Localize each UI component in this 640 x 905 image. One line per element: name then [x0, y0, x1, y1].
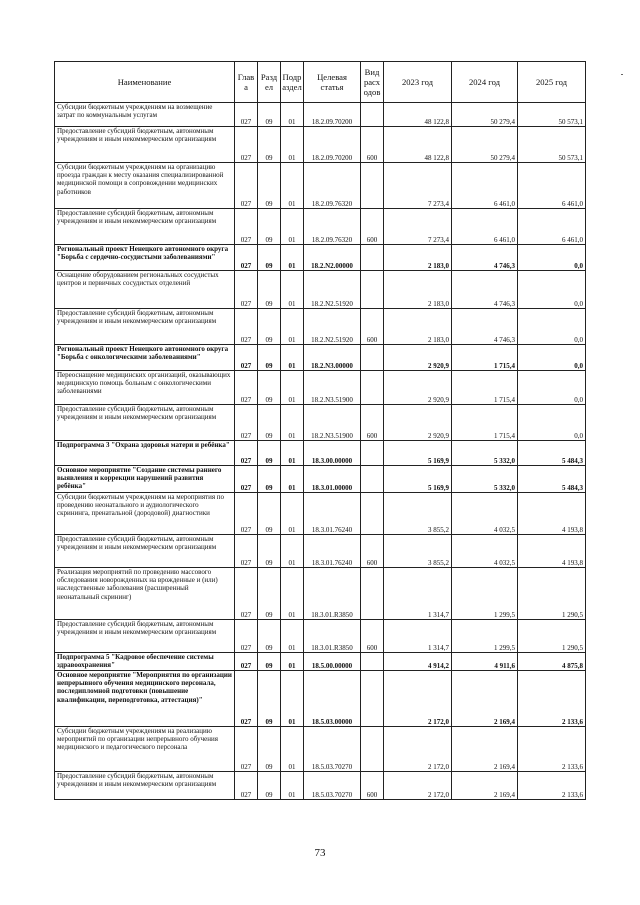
table-body [55, 103, 586, 800]
table-row [55, 772, 586, 800]
cell-2025: 5 484,3 [518, 441, 586, 466]
cell-2023: 48 122,8 [384, 127, 452, 163]
cell-2025: 6 461,0 [518, 209, 586, 245]
header-2025: 2025 год [518, 62, 586, 103]
cell-razd: 09 [258, 653, 281, 671]
cell-glav: 027 [235, 371, 258, 405]
cell-glav: 027 [235, 163, 258, 209]
cell-2023: 1 314,7 [384, 568, 452, 620]
cell-vid [361, 441, 384, 466]
cell-razd: 09 [258, 441, 281, 466]
cell-razd: 09 [258, 568, 281, 620]
cell-2024: 6 461,0 [452, 163, 518, 209]
cell-vid: 600 [361, 620, 384, 653]
cell-glav: 027 [235, 271, 258, 309]
cell-2024: 5 332,0 [452, 441, 518, 466]
cell-target: 18.5.03.70270 [304, 727, 361, 772]
cell-target: 18.2.09.76320 [304, 163, 361, 209]
cell-2023: 2 183,0 [384, 309, 452, 345]
cell-name: Предоставление субсидий бюджетным, автономным учреждениям и иным некоммерческим организациям [55, 535, 235, 568]
cell-2023: 2 172,0 [384, 727, 452, 772]
table-row [55, 466, 586, 493]
cell-razd: 09 [258, 163, 281, 209]
cell-2025: 4 875,8 [518, 653, 586, 671]
cell-razd: 09 [258, 535, 281, 568]
cell-glav: 027 [235, 441, 258, 466]
cell-glav: 027 [235, 772, 258, 800]
cell-podr: 01 [281, 653, 304, 671]
cell-name: Предоставление субсидий бюджетным, автономным учреждениям и иным некоммерческим организациям [55, 405, 235, 441]
cell-glav: 027 [235, 727, 258, 772]
cell-2025: 6 461,0 [518, 163, 586, 209]
cell-2023: 2 920,9 [384, 345, 452, 371]
cell-name: Реализация мероприятий по проведению массового обследования новорожденных на врожденные и (или) наследственные заболевания (расширенный неонатальный скрининг) [55, 568, 235, 620]
cell-target: 18.2.N3.51900 [304, 371, 361, 405]
cell-name: Переоснащение медицинских организаций, оказывающих медицинскую помощь больным с онкологическими заболеваниями [55, 371, 235, 405]
cell-name: Региональный проект Ненецкого автономного округа "Борьба с сердечно-сосудистыми заболеваниями" [55, 245, 235, 271]
header-razd: Разд ел [258, 62, 281, 103]
cell-2024: 1 299,5 [452, 620, 518, 653]
cell-2025: 2 133,6 [518, 671, 586, 727]
cell-target: 18.2.N2.51920 [304, 309, 361, 345]
table-row [55, 568, 586, 620]
header-2024: 2024 год [452, 62, 518, 103]
cell-2023: 4 914,2 [384, 653, 452, 671]
cell-target: 18.3.01.00000 [304, 466, 361, 493]
cell-2024: 1 715,4 [452, 345, 518, 371]
cell-2024: 6 461,0 [452, 209, 518, 245]
cell-2025: 1 290,5 [518, 568, 586, 620]
cell-vid [361, 163, 384, 209]
cell-target: 18.3.00.00000 [304, 441, 361, 466]
cell-target: 18.2.09.70200 [304, 103, 361, 127]
cell-2023: 7 273,4 [384, 209, 452, 245]
table-row [55, 405, 586, 441]
cell-podr: 01 [281, 163, 304, 209]
cell-podr: 01 [281, 345, 304, 371]
cell-vid [361, 727, 384, 772]
cell-name: Основное мероприятие "Мероприятия по организации непрерывного обучения медицинского персонала, последипломной подготовки (повышение квалификации, переподготовка, аттестация)" [55, 671, 235, 727]
cell-2023: 2 183,0 [384, 245, 452, 271]
cell-2024: 5 332,0 [452, 466, 518, 493]
cell-podr: 01 [281, 568, 304, 620]
cell-razd: 09 [258, 671, 281, 727]
cell-name: Субсидии бюджетным учреждениям на возмещение затрат по коммунальным услугам [55, 103, 235, 127]
cell-target: 18.2.N2.00000 [304, 245, 361, 271]
cell-glav: 027 [235, 309, 258, 345]
cell-glav: 027 [235, 671, 258, 727]
cell-razd: 09 [258, 309, 281, 345]
cell-2025: 0,0 [518, 245, 586, 271]
cell-name: Субсидии бюджетным учреждениям на организацию проезда граждан к месту оказания специализированной медицинской помощи в сопровождении медицинских работников [55, 163, 235, 209]
cell-podr: 01 [281, 466, 304, 493]
cell-2025: 2 133,6 [518, 772, 586, 800]
cell-2025: 0,0 [518, 309, 586, 345]
cell-glav: 027 [235, 127, 258, 163]
cell-vid: 600 [361, 405, 384, 441]
cell-vid [361, 653, 384, 671]
cell-razd: 09 [258, 772, 281, 800]
cell-2023: 5 169,9 [384, 441, 452, 466]
cell-podr: 01 [281, 441, 304, 466]
cell-2025: 0,0 [518, 405, 586, 441]
cell-vid: 600 [361, 209, 384, 245]
cell-name: Подпрограмма 3 "Охрана здоровья матери и ребёнка" [55, 441, 235, 466]
table-row [55, 245, 586, 271]
cell-target: 18.2.N3.00000 [304, 345, 361, 371]
cell-podr: 01 [281, 271, 304, 309]
cell-name: Предоставление субсидий бюджетным, автономным учреждениям и иным некоммерческим организациям [55, 127, 235, 163]
cell-vid [361, 371, 384, 405]
header-glav: Глав а [235, 62, 258, 103]
budget-table [54, 61, 586, 800]
cell-target: 18.2.09.70200 [304, 127, 361, 163]
cell-podr: 01 [281, 103, 304, 127]
cell-name: Оснащение оборудованием региональных сосудистых центров и первичных сосудистых отделений [55, 271, 235, 309]
cell-razd: 09 [258, 345, 281, 371]
cell-razd: 09 [258, 245, 281, 271]
cell-target: 18.3.01.76240 [304, 493, 361, 535]
cell-vid: 600 [361, 127, 384, 163]
table-row [55, 103, 586, 127]
cell-vid: 600 [361, 535, 384, 568]
cell-target: 18.2.N3.51900 [304, 405, 361, 441]
cell-2024: 50 279,4 [452, 127, 518, 163]
cell-vid [361, 103, 384, 127]
table-row [55, 727, 586, 772]
table-row [55, 653, 586, 671]
cell-target: 18.3.01.76240 [304, 535, 361, 568]
cell-vid [361, 493, 384, 535]
cell-razd: 09 [258, 405, 281, 441]
cell-podr: 01 [281, 405, 304, 441]
cell-target: 18.5.00.00000 [304, 653, 361, 671]
cell-podr: 01 [281, 535, 304, 568]
cell-razd: 09 [258, 127, 281, 163]
table-row [55, 209, 586, 245]
cell-2023: 48 122,8 [384, 103, 452, 127]
cell-2025: 0,0 [518, 345, 586, 371]
header-vid: Вид расх одов [361, 62, 384, 103]
table-row [55, 671, 586, 727]
cell-name: Предоставление субсидий бюджетным, автономным учреждениям и иным некоммерческим организациям [55, 309, 235, 345]
cell-2025: 2 133,6 [518, 727, 586, 772]
table-row [55, 309, 586, 345]
cell-name: Субсидии бюджетным учреждениям на мероприятия по проведению неонатального и аудиологического скрининга, пренатальной (дородовой) диагностики [55, 493, 235, 535]
margin-mark [621, 74, 623, 75]
cell-2024: 4 746,3 [452, 271, 518, 309]
cell-2025: 1 290,5 [518, 620, 586, 653]
cell-vid: 600 [361, 772, 384, 800]
table-header-row [55, 62, 586, 103]
table-row [55, 163, 586, 209]
cell-2024: 2 169,4 [452, 772, 518, 800]
table-row [55, 345, 586, 371]
cell-podr: 01 [281, 493, 304, 535]
header-target: Целевая статья [304, 62, 361, 103]
cell-name: Подпрограмма 5 "Кадровое обеспечение системы здравоохранения" [55, 653, 235, 671]
table-row [55, 535, 586, 568]
cell-2024: 4 746,3 [452, 309, 518, 345]
cell-2025: 4 193,8 [518, 493, 586, 535]
cell-name: Основное мероприятие "Создание системы раннего выявления и коррекции нарушений развития ребёнка" [55, 466, 235, 493]
cell-glav: 027 [235, 493, 258, 535]
cell-name: Субсидии бюджетным учреждениям на реализацию мероприятий по организации непрерывного обучения медицинского и педагогического персонала [55, 727, 235, 772]
cell-2023: 3 855,2 [384, 535, 452, 568]
cell-podr: 01 [281, 371, 304, 405]
cell-name: Предоставление субсидий бюджетным, автономным учреждениям и иным некоммерческим организациям [55, 620, 235, 653]
cell-vid [361, 271, 384, 309]
cell-target: 18.3.01.R3850 [304, 568, 361, 620]
cell-2025: 5 484,3 [518, 466, 586, 493]
cell-2024: 2 169,4 [452, 727, 518, 772]
cell-target: 18.5.03.70270 [304, 772, 361, 800]
cell-razd: 09 [258, 209, 281, 245]
table-row [55, 620, 586, 653]
cell-2024: 1 299,5 [452, 568, 518, 620]
cell-razd: 09 [258, 271, 281, 309]
cell-name: Предоставление субсидий бюджетным, автономным учреждениям и иным некоммерческим организациям [55, 772, 235, 800]
cell-name: Предоставление субсидий бюджетным, автономным учреждениям и иным некоммерческим организациям [55, 209, 235, 245]
cell-2023: 2 172,0 [384, 671, 452, 727]
cell-glav: 027 [235, 103, 258, 127]
cell-podr: 01 [281, 309, 304, 345]
cell-vid [361, 245, 384, 271]
cell-2024: 4 746,3 [452, 245, 518, 271]
cell-name: Региональный проект Ненецкого автономного округа "Борьба с онкологическими заболеваниями" [55, 345, 235, 371]
cell-2024: 1 715,4 [452, 405, 518, 441]
cell-2023: 3 855,2 [384, 493, 452, 535]
cell-2023: 7 273,4 [384, 163, 452, 209]
cell-glav: 027 [235, 345, 258, 371]
cell-razd: 09 [258, 466, 281, 493]
cell-podr: 01 [281, 245, 304, 271]
cell-2024: 4 032,5 [452, 493, 518, 535]
header-podr: Подр аздел [281, 62, 304, 103]
cell-2023: 2 920,9 [384, 371, 452, 405]
cell-target: 18.2.N2.51920 [304, 271, 361, 309]
cell-vid [361, 466, 384, 493]
cell-razd: 09 [258, 620, 281, 653]
cell-podr: 01 [281, 727, 304, 772]
cell-vid: 600 [361, 309, 384, 345]
cell-2023: 2 183,0 [384, 271, 452, 309]
cell-vid [361, 671, 384, 727]
cell-glav: 027 [235, 466, 258, 493]
cell-2025: 50 573,1 [518, 103, 586, 127]
cell-target: 18.3.01.R3850 [304, 620, 361, 653]
cell-target: 18.2.09.76320 [304, 209, 361, 245]
cell-glav: 027 [235, 405, 258, 441]
cell-podr: 01 [281, 209, 304, 245]
cell-vid [361, 568, 384, 620]
cell-glav: 027 [235, 535, 258, 568]
table-row [55, 127, 586, 163]
cell-2023: 1 314,7 [384, 620, 452, 653]
cell-2025: 4 193,8 [518, 535, 586, 568]
cell-glav: 027 [235, 653, 258, 671]
table-row [55, 441, 586, 466]
cell-2025: 50 573,1 [518, 127, 586, 163]
header-2023: 2023 год [384, 62, 452, 103]
cell-razd: 09 [258, 371, 281, 405]
cell-podr: 01 [281, 671, 304, 727]
cell-razd: 09 [258, 103, 281, 127]
cell-glav: 027 [235, 620, 258, 653]
table-row [55, 493, 586, 535]
cell-2025: 0,0 [518, 271, 586, 309]
cell-2024: 4 911,6 [452, 653, 518, 671]
table-row [55, 371, 586, 405]
cell-2024: 4 032,5 [452, 535, 518, 568]
cell-podr: 01 [281, 772, 304, 800]
cell-glav: 027 [235, 209, 258, 245]
cell-2024: 1 715,4 [452, 371, 518, 405]
cell-razd: 09 [258, 727, 281, 772]
cell-target: 18.5.03.00000 [304, 671, 361, 727]
cell-podr: 01 [281, 620, 304, 653]
cell-2025: 0,0 [518, 371, 586, 405]
header-name: Наименование [55, 62, 235, 103]
cell-glav: 027 [235, 568, 258, 620]
cell-2023: 2 172,0 [384, 772, 452, 800]
cell-podr: 01 [281, 127, 304, 163]
table-row [55, 271, 586, 309]
cell-2023: 2 920,9 [384, 405, 452, 441]
cell-razd: 09 [258, 493, 281, 535]
page-number: 73 [314, 847, 326, 859]
cell-glav: 027 [235, 245, 258, 271]
cell-2024: 2 169,4 [452, 671, 518, 727]
cell-2023: 5 169,9 [384, 466, 452, 493]
cell-vid [361, 345, 384, 371]
cell-2024: 50 279,4 [452, 103, 518, 127]
